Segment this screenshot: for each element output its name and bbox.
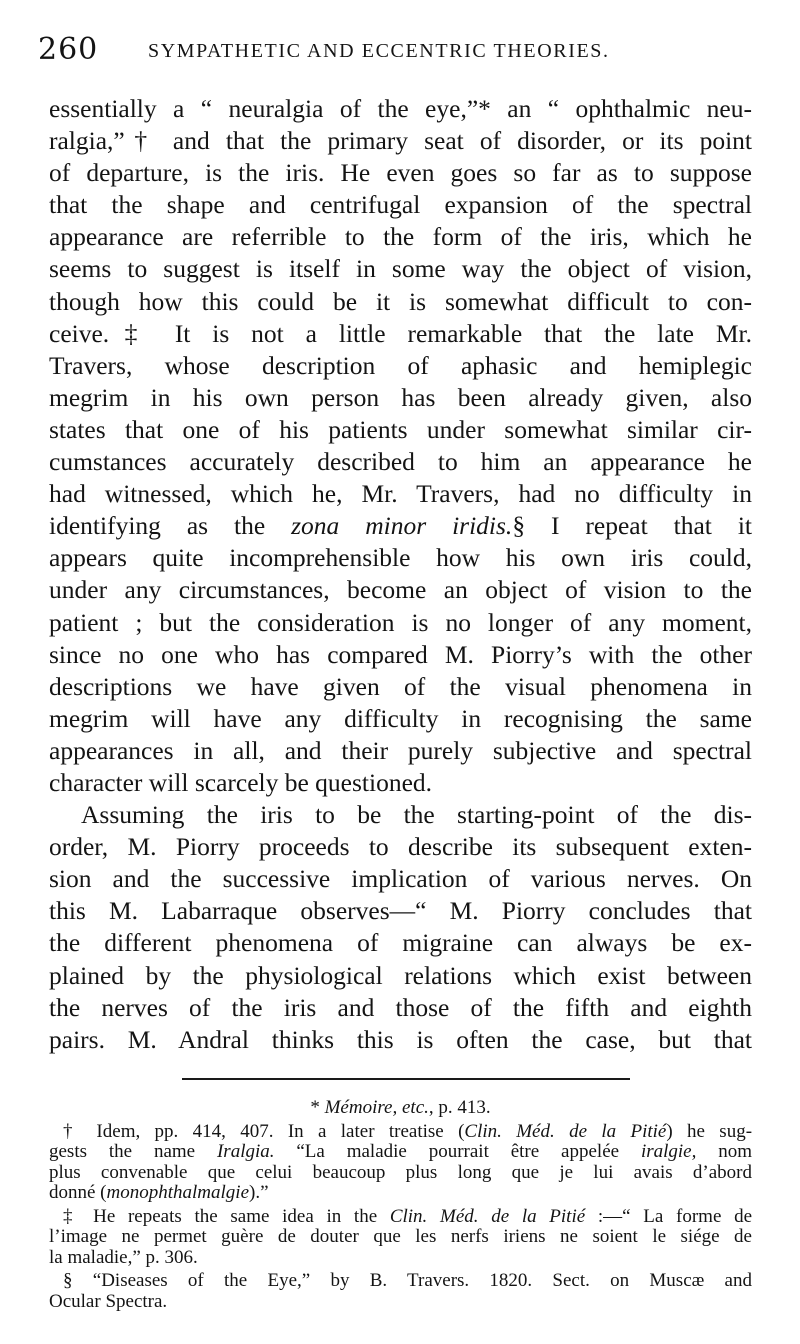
text-line: of departure, is the iris. He even goes so far as to suppose: [49, 158, 752, 188]
text-line: had witnessed, which he, Mr. Travers, had no difficulty in: [49, 479, 752, 509]
text-line: seems to suggest is itself in some way the object of vision,: [49, 254, 752, 284]
footnotes: [49, 1098, 752, 1312]
footnote-dagger-line: donné (monophthalmalgie).”: [49, 1183, 269, 1203]
text-line: pairs. M. Andral thinks this is often the case, but that: [49, 1024, 752, 1054]
footnote-double-dagger-line: l’image ne permet guère de douter que les nerfs iriens ne soient le siége de: [49, 1227, 752, 1247]
page-header: [38, 30, 754, 70]
text-line: appearances in all, and their purely subjective and spectral: [49, 735, 752, 765]
text-line: order, M. Piorry proceeds to describe its subsequent exten-: [49, 832, 752, 862]
text-line: states that one of his patients under somewhat similar cir-: [49, 414, 752, 444]
main-text: [49, 93, 752, 1056]
text-line: appearance are referrible to the form of the iris, which he: [49, 222, 752, 252]
footnote-dagger-line: plus convenable que celui beaucoup plus long que je lui avais d’abord: [49, 1162, 752, 1183]
running-title: SYMPATHETIC AND ECCENTRIC THEORIES.: [148, 40, 610, 62]
footnote-double-dagger: ‡ He repeats the same idea in the Clin. Méd. de la Pitié :—“ La forme de: [63, 1206, 752, 1227]
footnote-dagger-line: gests the name Iralgia. “La maladie pourrait être appelée iralgie, nom: [49, 1142, 752, 1162]
text-line: the different phenomena of migraine can always be ex-: [49, 928, 752, 958]
text-line: ceive.‡ It is not a little remarkable that the late Mr.: [49, 318, 752, 348]
footnote-star: * Mémoire, etc., p. 413.: [310, 1098, 491, 1118]
text-line: descriptions we have given of the visual phenomena in: [49, 671, 752, 701]
text-line: identifying as the zona minor iridis.§ I repeat that it: [49, 511, 752, 541]
text-line: megrim will have any difficulty in recognising the same: [49, 703, 752, 733]
footnote-divider: [182, 1078, 630, 1080]
text-line: cumstances accurately described to him an appearance he: [49, 447, 752, 477]
footnote-section: § “Diseases of the Eye,” by B. Travers. 1820. Sect. on Muscæ and: [63, 1271, 752, 1291]
italic-term: zona minor iridis.: [291, 511, 513, 541]
text-line: since no one who has compared M. Piorry’s with the other: [49, 639, 752, 669]
text-line: essentially a “ neuralgia of the eye,”* an “ ophthalmic neu-: [49, 94, 752, 123]
text-line: sion and the successive implication of various nerves. On: [49, 864, 752, 894]
text-line: that the shape and centrifugal expansion of the spectral: [49, 190, 752, 220]
text-line: ralgia,”† and that the primary seat of disorder, or its point: [49, 126, 752, 156]
text-line: appears quite incomprehensible how his own iris could,: [49, 543, 752, 573]
footnote-double-dagger-line: la maladie,” p. 306.: [49, 1247, 198, 1268]
text-line: this M. Labarraque observes—“ M. Piorry concludes that: [49, 896, 752, 926]
text-line: the nerves of the iris and those of the fifth and eighth: [49, 992, 752, 1022]
text-line: Travers, whose description of aphasic and hemiplegic: [49, 350, 752, 380]
page-number: 260: [38, 32, 99, 67]
footnote-section-line: Ocular Spectra.: [49, 1291, 168, 1312]
text-line: patient ; but the consideration is no longer of any moment,: [49, 607, 752, 637]
text-line: Assuming the iris to be the starting-point of the dis-: [81, 800, 752, 830]
text-line: plained by the physiological relations which exist between: [49, 960, 752, 990]
text-line: though how this could be it is somewhat difficult to con-: [49, 286, 752, 316]
text-line: megrim in his own person has been already given, also: [49, 382, 752, 412]
text-line: character will scarcely be questioned.: [49, 767, 433, 797]
footnote-dagger: † Idem, pp. 414, 407. In a later treatise (Clin. Méd. de la Pitié) he sug-: [63, 1121, 752, 1142]
text-line: under any circumstances, become an object of vision to the: [49, 575, 752, 605]
